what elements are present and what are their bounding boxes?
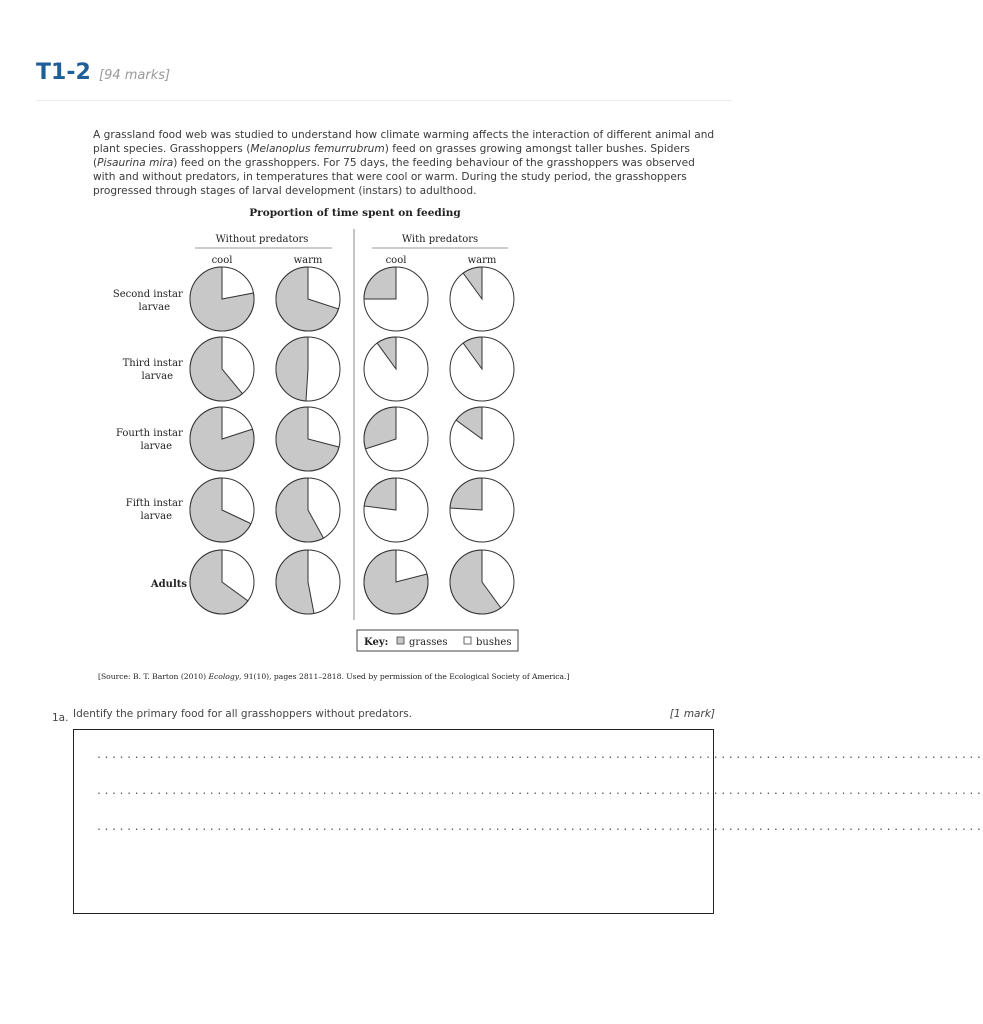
key-label-bushes: bushes: [476, 637, 512, 648]
question-marks: [1 mark]: [669, 708, 715, 720]
key-swatch-grasses: [397, 637, 404, 644]
answer-box[interactable]: [73, 729, 983, 914]
total-marks: [94 marks]: [99, 68, 171, 83]
answer-line-3[interactable]: ......................................................................................................................: [96, 822, 983, 833]
row-label-fifth-line2: larvae: [140, 511, 172, 522]
source-post: , 91(10), pages 2811–2818. Used by permission of the Ecological Society of America.]: [239, 672, 570, 681]
column-label-warm-2: warm: [467, 255, 497, 266]
answer-line-2[interactable]: ......................................................................................................................: [96, 786, 983, 797]
source-pre: [Source: B. T. Barton (2010): [98, 672, 209, 681]
row-label-fourth-line1: Fourth instar: [116, 428, 183, 439]
row-label-second-line1: Second instar: [112, 289, 183, 300]
row-label-adults: Adults: [150, 579, 187, 590]
intro-text-3: ) feed on the grasshoppers. For 75 days, the feeding behaviour of the grasshoppers was observed with and without predators, in temperatures that were cool or warm. During the study period, the grasshoppers progressed through stages of larval development (instars) to adulthood.: [93, 157, 695, 197]
pie-adults-warm-without-grasses: [276, 550, 314, 614]
pie-fifth-cool-with-grasses: [364, 478, 396, 510]
page-title: T1-2: [36, 60, 91, 85]
intro-text-1: A grassland food web was studied to understand how climate warming affects the interaction of different animal and plant species. Grasshoppers (: [93, 129, 715, 155]
group-label-with: With predators: [401, 234, 479, 245]
pie-fifth-warm-with-grasses: [450, 478, 482, 510]
row-label-second-line2: larvae: [138, 302, 170, 313]
chart-title: Proportion of time spent on feeding: [249, 207, 461, 219]
key-label: Key:: [364, 637, 389, 648]
species-grasshopper: Melanoplus femurrubrum: [250, 143, 385, 155]
page-header: [36, 58, 732, 101]
pie-chart-grid: [90, 202, 570, 688]
row-label-fifth: [126, 498, 186, 522]
intro-paragraph: [93, 128, 717, 198]
column-label-cool-2: cool: [385, 255, 407, 266]
row-label-second: [113, 289, 186, 313]
row-label-fifth-line1: Fifth instar: [125, 498, 183, 509]
column-label-cool-1: cool: [211, 255, 233, 266]
row-label-third: [123, 358, 186, 382]
key-label-grasses: grasses: [409, 637, 448, 648]
row-label-third-line2: larvae: [141, 371, 173, 382]
group-label-without: Without predators: [215, 234, 309, 245]
row-label-fourth-line2: larvae: [140, 441, 172, 452]
feeding-figure: [90, 202, 570, 688]
key-swatch-bushes: [464, 637, 471, 644]
question-text: Identify the primary food for all grasshoppers without predators.: [73, 708, 413, 720]
pie-third-warm-without-grasses: [276, 337, 308, 401]
answer-line-1[interactable]: ......................................................................................................................: [96, 750, 983, 761]
source-journal: Ecology: [208, 672, 240, 681]
row-label-third-line1: Third instar: [122, 358, 183, 369]
question-number: 1a.: [52, 712, 69, 724]
pie-second-cool-with-grasses: [364, 267, 396, 299]
intro-text-2: ) feed on grasses growing amongst taller bushes. Spiders (: [93, 143, 690, 169]
column-label-warm-1: warm: [293, 255, 323, 266]
row-label-fourth: [116, 428, 186, 452]
source-citation: [98, 672, 569, 681]
pie-group: [190, 267, 514, 614]
species-spider: Pisaurina mira: [97, 157, 174, 169]
